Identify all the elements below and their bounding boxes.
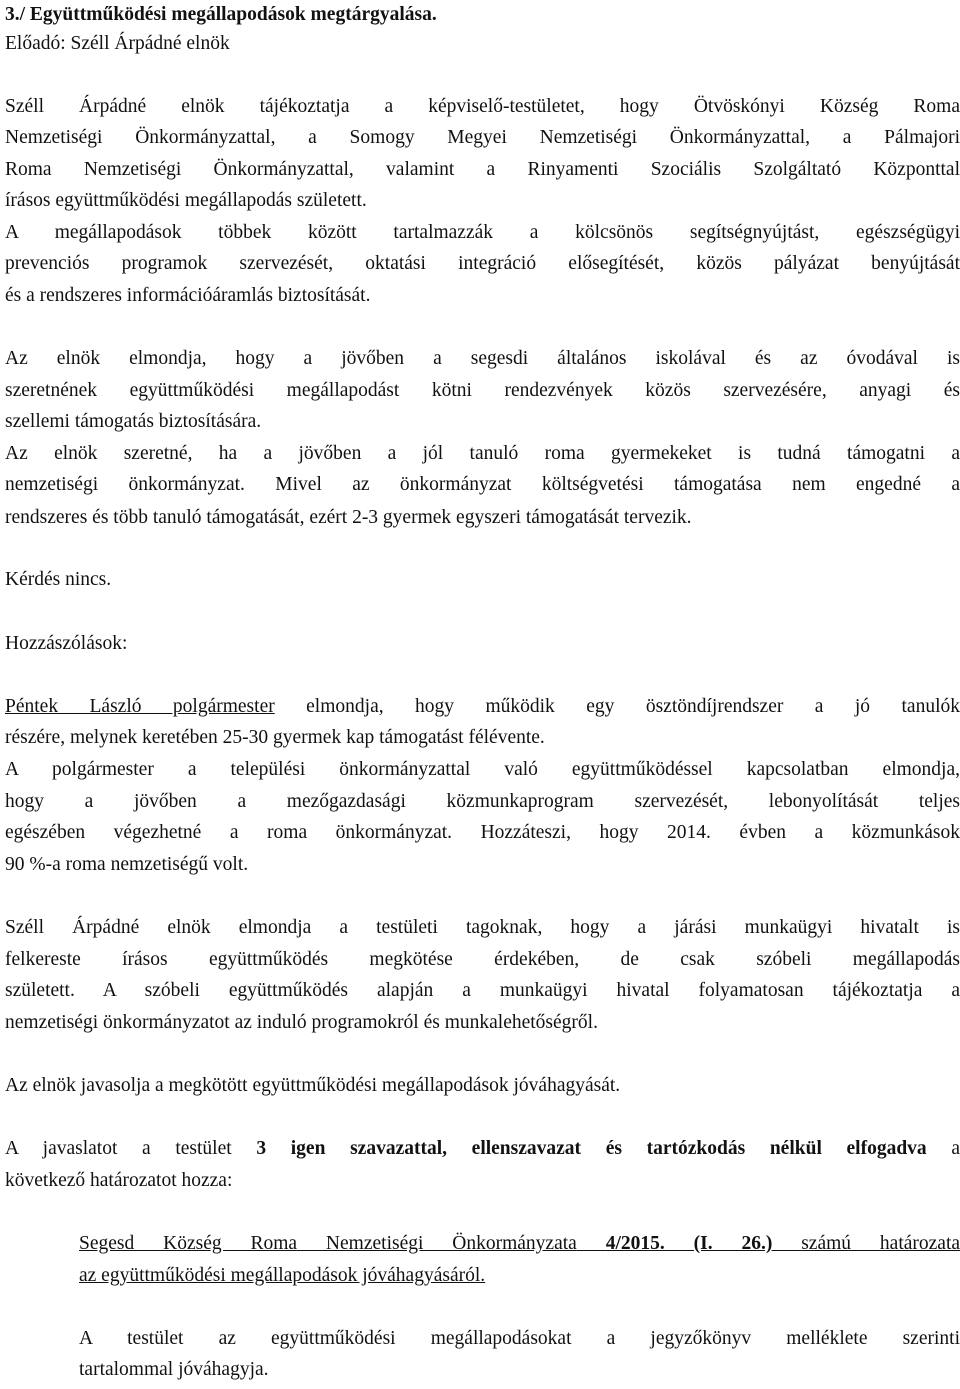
resolution-suffix: számú határozata xyxy=(801,1233,960,1254)
paragraph-line: rendszeres és több tanuló támogatását, ezért 2-3 gyermek egyszeri támogatását tervezik. xyxy=(5,507,692,528)
resolution-body-line: tartalommal jóváhagyja. xyxy=(79,1359,269,1380)
paragraph-line: írásos együttműködési megállapodás született. xyxy=(5,190,367,211)
section-title: 3./ Együttműködési megállapodások megtárgyalása. xyxy=(5,4,437,25)
paragraph-line: Az elnök szeretné, ha a jövőben a jól tanuló roma gyermekeket is tudná támogatni a xyxy=(5,443,960,464)
comments-heading: Hozzászólások: xyxy=(5,633,128,654)
paragraph-line: szellemi támogatás biztosítására. xyxy=(5,411,262,432)
paragraph-line: Széll Árpádné elnök tájékoztatja a képviselő-testületet, hogy Ötvöskónyi Község Roma xyxy=(5,96,960,117)
paragraph-line: Nemzetiségi Önkormányzattal, a Somogy Megyei Nemzetiségi Önkormányzattal, a Pálmajori xyxy=(5,127,960,148)
paragraph-line: nemzetiségi önkormányzat. Mivel az önkormányzat költségvetési támogatása nem engedné a xyxy=(5,474,960,495)
presenter-line: Előadó: Széll Árpádné elnök xyxy=(5,33,230,54)
proposal-text: Az elnök javasolja a megkötött együttműködési megállapodások jóváhagyását. xyxy=(5,1075,621,1096)
vote-suffix: a xyxy=(951,1138,960,1159)
vote-prefix: A javaslatot a testület xyxy=(5,1138,232,1159)
resolution-title xyxy=(79,1228,960,1260)
paragraph-line: Az elnök elmondja, hogy a jövőben a segesdi általános iskolával és az óvodával is xyxy=(5,348,960,369)
paragraph-line: A megállapodások többek között tartalmazzák a kölcsönös segítségnyújtást, egészségügyi xyxy=(5,222,960,243)
paragraph-line: hogy a jövőben a mezőgazdasági közmunkaprogram szervezését, lebonyolítását teljes xyxy=(5,791,960,812)
paragraph-line: egészében végezhetné a roma önkormányzat. Hozzáteszi, hogy 2014. évben a közmunkások xyxy=(5,822,960,843)
paragraph-line: szeretnének együttműködési megállapodást kötni rendezvények közös szervezésére, anyagi és xyxy=(5,380,960,401)
paragraph-line: született. A szóbeli együttműködés alapján a munkaügyi hivatal folyamatosan tájékoztatja a xyxy=(5,980,960,1001)
vote-result: 3 igen szavazattal, ellenszavazat és tartózkodás nélkül elfogadva xyxy=(256,1138,927,1159)
paragraph-line: Roma Nemzetiségi Önkormányzattal, valamint a Rinyamenti Szociális Szolgáltató Központtal xyxy=(5,159,960,180)
no-questions-text: Kérdés nincs. xyxy=(5,569,112,590)
paragraph-line: felkereste írásos együttműködés megkötése érdekében, de csak szóbeli megállapodás xyxy=(5,949,960,970)
resolution-body-name: Segesd Község Roma Nemzetiségi Önkormányzata xyxy=(79,1233,577,1254)
speaker-name: Péntek László polgármester xyxy=(5,696,275,717)
paragraph-line: nemzetiségi önkormányzatot az induló programokról és munkalehetőségről. xyxy=(5,1012,598,1033)
paragraph-line: 90 %-a roma nemzetiségű volt. xyxy=(5,854,249,875)
vote-line-2: következő határozatot hozza: xyxy=(5,1170,233,1191)
speaker-text: elmondja, hogy működik egy ösztöndíjrendszer a jó tanulók xyxy=(274,696,960,717)
paragraph-line: Széll Árpádné elnök elmondja a testületi tagoknak, hogy a járási munkaügyi hivatalt is xyxy=(5,917,960,938)
resolution-title-line2: az együttműködési megállapodások jóváhagyásáról. xyxy=(79,1265,486,1286)
resolution-body-line: A testület az együttműködési megállapodásokat a jegyzőkönyv melléklete szerinti xyxy=(79,1328,960,1349)
vote-line xyxy=(5,1133,960,1165)
resolution-number: 4/2015. (I. 26.) xyxy=(605,1233,773,1254)
paragraph-line: prevenciós programok szervezését, oktatási integráció elősegítését, közös pályázat benyújtását xyxy=(5,253,960,274)
paragraph-line: és a rendszeres információáramlás biztosítását. xyxy=(5,285,371,306)
paragraph-line xyxy=(5,691,960,723)
paragraph-line: A polgármester a települési önkormányzattal való együttműködéssel kapcsolatban elmondja, xyxy=(5,759,960,780)
paragraph-line: részére, melynek keretében 25-30 gyermek kap támogatást félévente. xyxy=(5,727,545,748)
